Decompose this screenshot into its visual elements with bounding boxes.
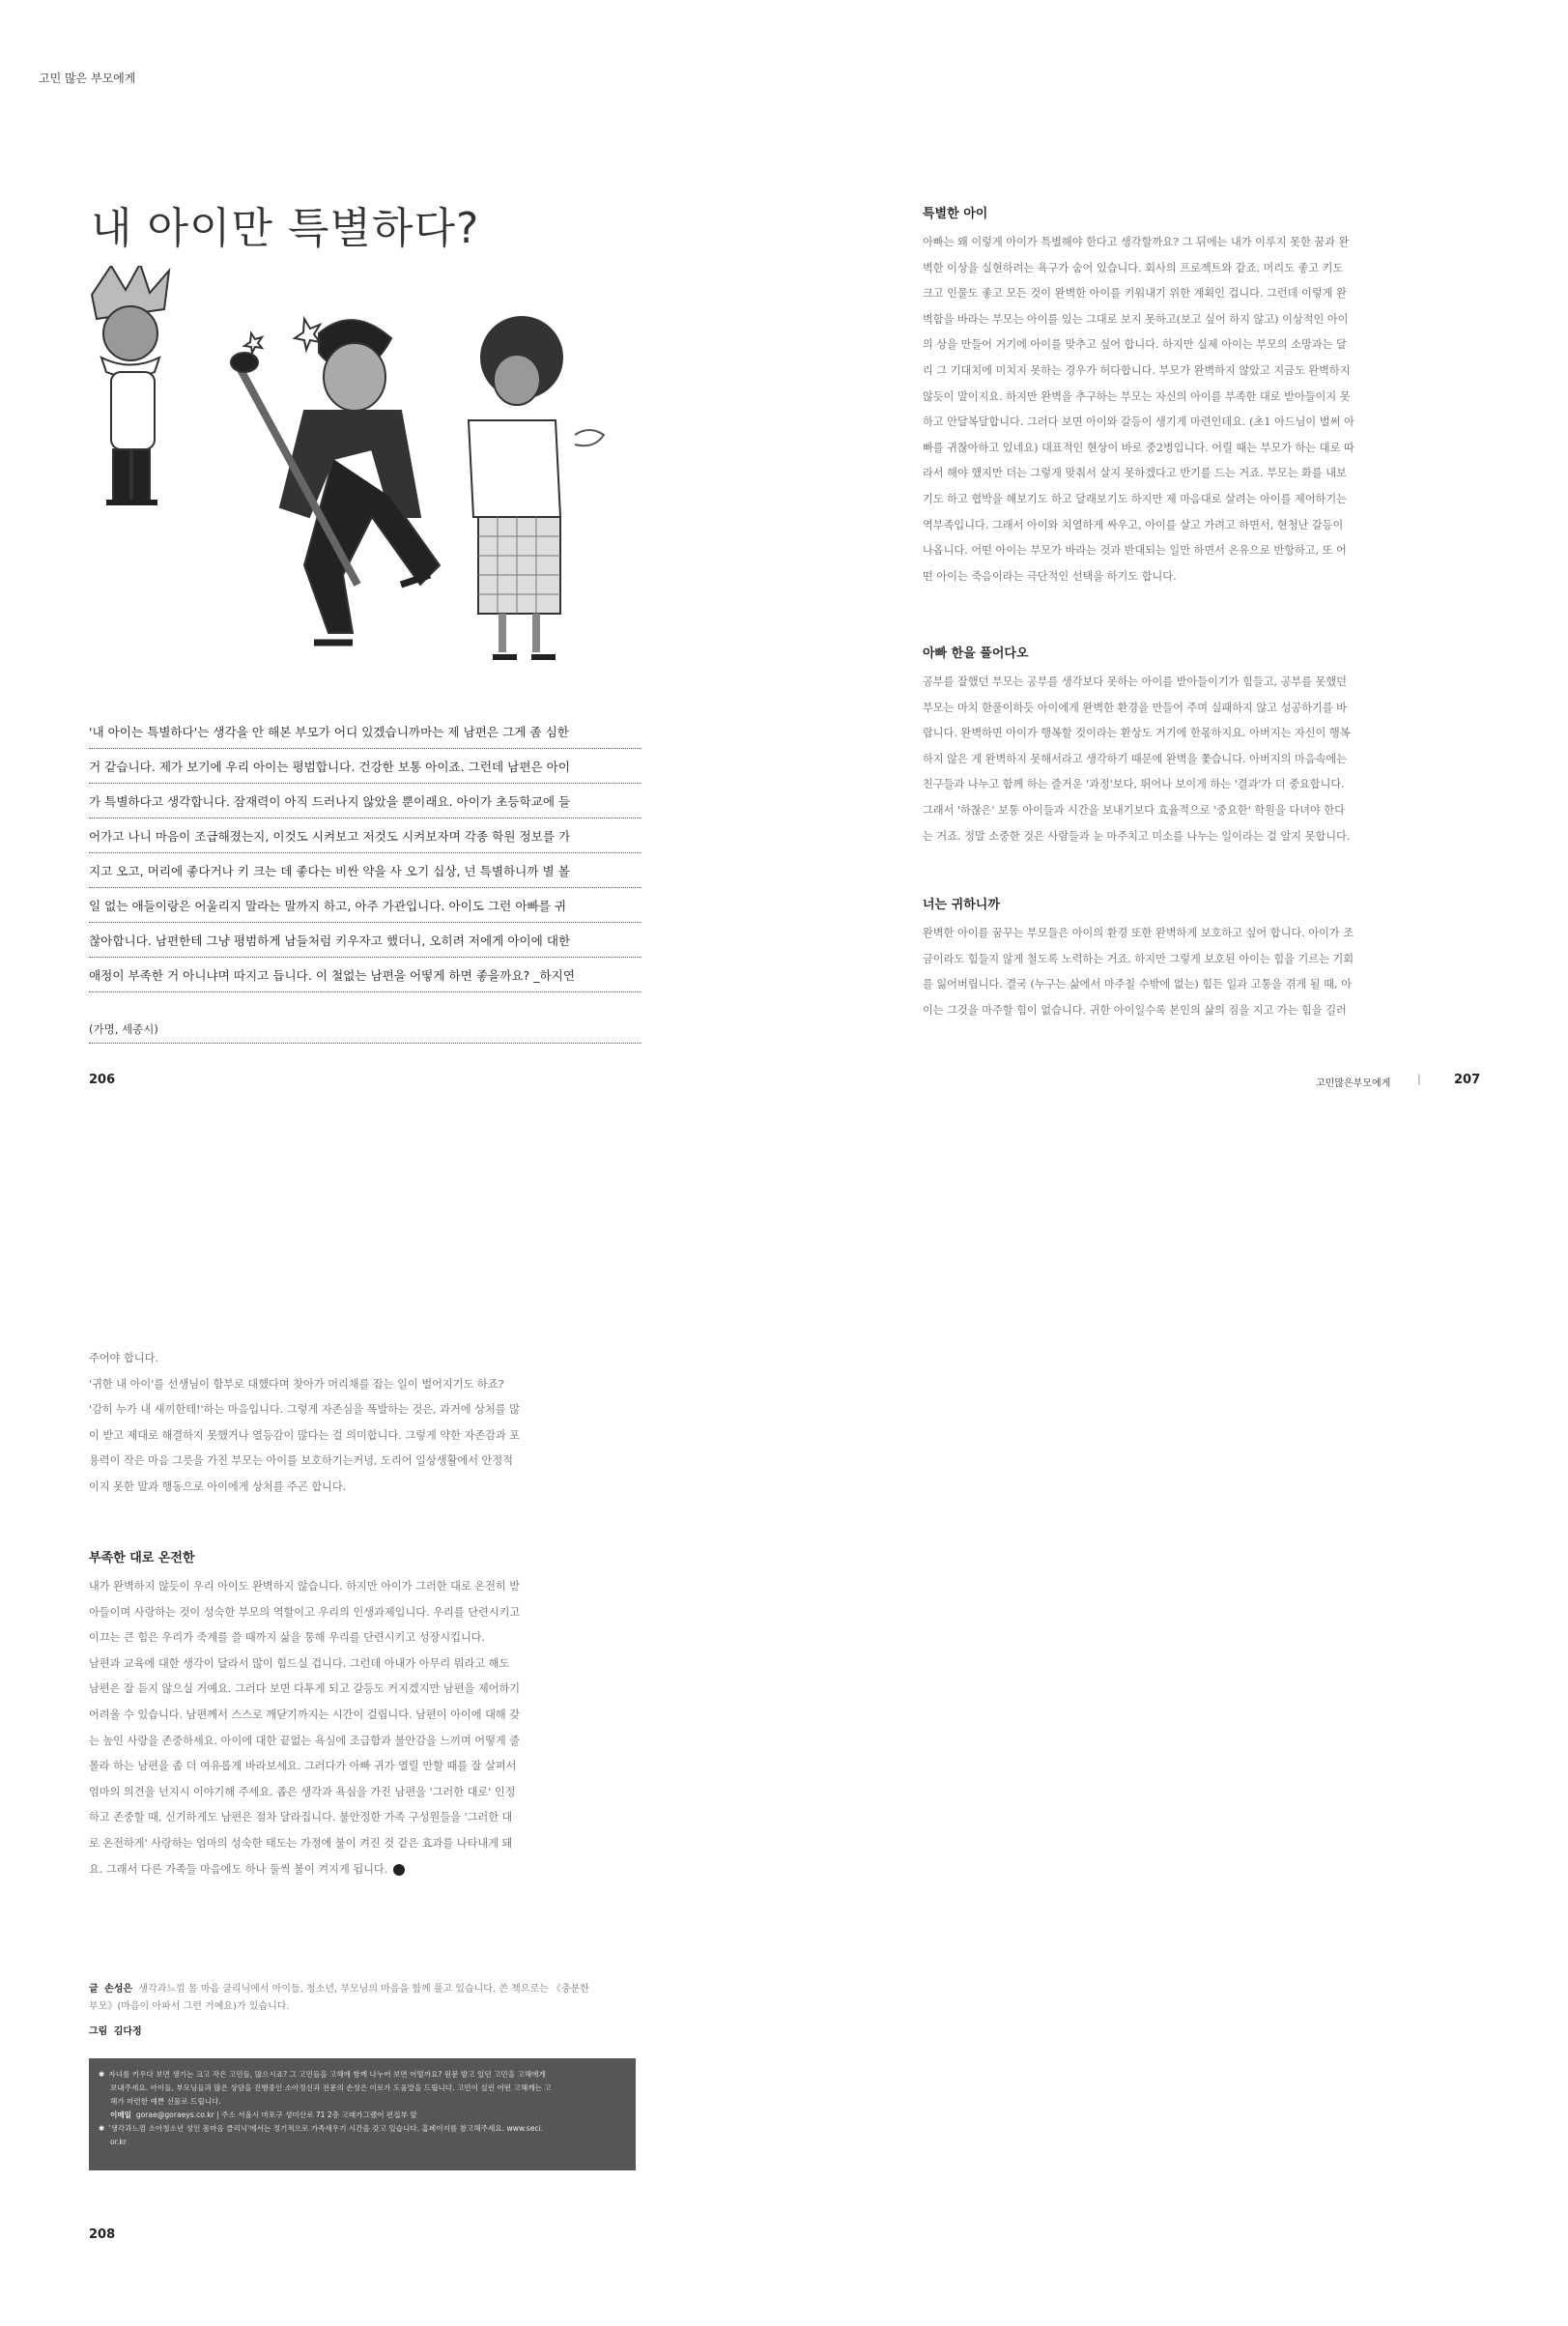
body-line-text: 요. 그래서 다른 가족들 마음에도 하나 둘씩 불이 켜지게 됩니다.	[89, 1862, 388, 1876]
letter-line: 찮아합니다. 남편한테 그냥 평범하게 남들처럼 키우자고 했더니, 오히려 저에게 아이에 대한	[89, 929, 641, 958]
body-line: 하고 안달복달합니다. 그러다 보면 아이와 갈등이 생기게 마련인데요. (초1 아드님이 벌써 아	[923, 416, 1354, 429]
running-head: 고민 많은 부모에게	[39, 72, 136, 85]
body-line: 내가 완벽하지 않듯이 우리 아이도 완벽하지 않습니다. 하지만 아이가 그러한 대로 온전히 받	[89, 1580, 521, 1593]
mother-figure	[469, 317, 604, 657]
email-address[interactable]: gorae@goraeys.co.kr	[135, 2111, 214, 2119]
section-heading: 특별한 아이	[923, 207, 988, 221]
father-figure	[231, 320, 440, 643]
section-special-child	[923, 203, 1478, 589]
body-line: 역부족입니다. 그래서 아이와 치열하게 싸우고, 아이를 살고 가려고 하면서, 현청난 갈등이	[923, 518, 1344, 531]
body-line: 이는 그것을 마주할 힘이 없습니다. 귀한 아이일수록 본인의 삶의 짐을 지고 가는 힘을 길러	[923, 1003, 1347, 1017]
body-line: 기도 하고 협박을 해보기도 하고 달래보기도 하지만 제 마음대로 살려는 아이를 제어하기는	[923, 492, 1347, 505]
body-line: 크고 인물도 좋고 모든 것이 완벽한 아이를 키워내기 위한 계획인 겁니다. 그런데 이렇게 완	[923, 287, 1347, 301]
email-label: 이메일	[110, 2111, 132, 2119]
body-line: 부모는 마치 한풀이하듯 아이에게 완벽한 환경을 만들어 주며 실패하지 않고 성공하기를 바	[923, 701, 1347, 714]
body-line: 이지 못한 말과 행동으로 아이에게 상처를 주곤 합니다.	[89, 1479, 347, 1493]
body-line: 벽한 이상을 실현하려는 욕구가 숨어 있습니다. 회사의 프로젝트와 같죠. 머리도 좋고 키도	[923, 261, 1344, 274]
body-line: 용력이 작은 마음 그릇을 가진 부모는 아이를 보호하기는커녕, 도리어 일상생활에서 안정적	[89, 1454, 513, 1468]
section-whole-as-is	[89, 1547, 644, 1882]
letter-line: 애정이 부족한 거 아니냐며 따지고 듭니다. 이 철없는 남편을 어떻게 하면 좋을까요? _하지연	[89, 963, 641, 992]
body-line: 그래서 '하찮은' 보통 아이들과 시간을 보내기보다 효율적으로 '중요한' 학원을 다녀야 한다	[923, 803, 1345, 817]
artist-label: 그림	[89, 2026, 108, 2037]
letter-line: 가 특별하다고 생각합니다. 잠재력이 아직 드러나지 않았을 뿐이래요. 아이가 초등학교에 들	[89, 790, 641, 818]
writer-name: 손성은	[104, 1984, 133, 1995]
info-line: 보내주세요. 아이들, 부모님들과 많은 상담을 진행중인 소아정신과 전문의 손성은 이로가 도움말을 드립니다. 고민이 실린 어떤 고해께는 고	[110, 2083, 552, 2092]
sparkle-icon	[244, 333, 262, 353]
page-number-208: 208	[89, 2227, 116, 2242]
body-line: 는 거죠. 정말 소중한 것은 사람들과 눈 마주치고 미소를 나누는 일이라는 걸 알지 못합니다.	[923, 829, 1351, 843]
body-line: '귀한 내 아이'를 선생님이 함부로 대했다며 찾아가 머리채를 잡는 일이 벌어지기도 하죠?	[89, 1377, 504, 1391]
artist-name: 김다정	[113, 2026, 142, 2037]
letter-line: 어가고 나니 마음이 조급해졌는지, 이것도 시켜보고 저것도 시켜보자며 각종 학원 정보를 가	[89, 824, 641, 853]
section-heading: 부족한 대로 온전한	[89, 1551, 195, 1565]
credits	[89, 1981, 644, 2041]
body-line: 벽함을 바라는 부모는 아이를 있는 그대로 보지 못하고(보고 싶어 하지 않고) 이상적인 아이	[923, 312, 1349, 326]
letter-line: 거 같습니다. 제가 보기에 우리 아이는 평범합니다. 건강한 보통 아이죠. 그런데 남편은 아이	[89, 755, 641, 784]
writer-credit	[89, 1981, 644, 1998]
body-line: 는 높인 사랑을 존중하세요. 아이에 대한 끝없는 욕심에 조급함과 불안감을 느끼며 어떻게 줄	[89, 1734, 521, 1747]
body-line: 금이라도 힘들지 않게 철도록 노력하는 거죠. 하지만 그렇게 보호된 아이는 힘을 기르는 기회	[923, 952, 1354, 965]
body-line: 이끄는 큰 힘은 우리가 죽계를 쓸 때까지 삶을 통해 우리를 단련시키고 성장시킵니다.	[89, 1631, 486, 1645]
writer-bio: 생각과느낌 몸 마음 클리닉에서 아이들, 청소년, 부모님의 마음을 함께 풀고 있습니다. 쓴 책으로는 《충분한	[138, 1984, 589, 1995]
body-line: 떤 아이는 죽음이라는 극단적인 선택을 하기도 합니다.	[923, 569, 1177, 583]
body-line: '감히 누가 내 새끼한테!'하는 마음입니다. 그렇게 자존심을 폭발하는 것은, 과거에 상처를 많	[89, 1403, 520, 1417]
page-number-207: 207	[1454, 1073, 1481, 1087]
address-text: | 주소 서울시 마포구 성미산로 71 2층 고래가그랬어 편집부 앞	[216, 2111, 417, 2119]
body-line: 하지 않은 게 완벽하지 못해서라고 생각하기 때문에 완벽을 쫓습니다. 아버지의 마음속에는	[923, 752, 1347, 765]
body-line: 남편은 잘 듣지 않으실 거예요. 그러다 보면 다투게 되고 갈등도 커지겠지만 남편을 제어하기	[89, 1682, 521, 1696]
section-heading: 아빠 한을 풀어다오	[923, 646, 1029, 661]
info-text: 자녀를 키우다 보면 생기는 크고 작은 고민들, 많으시죠? 그 고민들을 고해에 함께 나누어 보면 어떨까요? 원문 발고 있던 고민을 고해에게	[108, 2070, 546, 2079]
end-mark-icon	[393, 1864, 405, 1876]
info-box	[89, 2058, 636, 2170]
section-precious	[923, 894, 1478, 1023]
body-line: 아빠는 왜 이렇게 아이가 특별해야 한다고 생각할까요? 그 뒤에는 내가 이루지 못한 꿈과 완	[923, 236, 1350, 248]
body-line: 를 잃어버립니다. 결국 (누구는 삶에서 마주칠 수밖에 없는) 힘든 일과 고통을 겪게 될 때, 아	[923, 978, 1352, 991]
body-line: 리 그 기대치에 미치지 못하는 경우가 허다합니다. 부모가 완벽하지 않았고 지금도 완벽하지	[923, 363, 1351, 377]
star-icon: ✱	[99, 2070, 105, 2079]
body-line: 아들이며 사랑하는 것이 성숙한 부모의 역할이고 우리의 인생과제입니다. 우리를 단련시키고	[89, 1605, 521, 1619]
letter-signature: (가명, 세종시)	[89, 1021, 641, 1044]
page-number-206: 206	[89, 1073, 116, 1087]
reader-letter	[89, 720, 641, 998]
body-line: 주어야 합니다.	[89, 1352, 158, 1364]
running-foot-separator: |	[1417, 1073, 1421, 1085]
body-line: 랍니다. 완벽하면 아이가 행복할 것이라는 환상도 거기에 한몫하지요. 아버지는 자신이 행복	[923, 727, 1351, 740]
letter-line: '내 아이는 특별하다'는 생각을 안 해본 부모가 어디 있겠습니까마는 제 남편은 그게 좀 심한	[89, 720, 641, 749]
article-title: 내 아이만 특별하다?	[91, 204, 480, 253]
article-illustration	[72, 266, 662, 691]
section-fathers-wish	[923, 643, 1478, 849]
body-line: 하고 존중할 때, 신기하게도 남편은 점차 달라집니다. 불안정한 가족 구성원들을 '그러한 대	[89, 1811, 513, 1824]
info-line	[99, 2122, 626, 2136]
body-line: 완벽한 아이를 꿈꾸는 부모들은 아이의 환경 또한 완벽하게 보호하고 싶어 합니다. 아이가 조	[923, 927, 1354, 939]
crowned-child-figure	[92, 266, 169, 503]
page208-intro	[89, 1346, 644, 1501]
body-line: 않듯이 말이지요. 하지만 완벽을 추구하는 부모는 자신의 아이를 부족한 대로 받아들이지 못	[923, 389, 1351, 403]
body-line: 나옵니다. 어떤 아이는 부모가 바라는 것과 반대되는 일만 하면서 온유으로 반항하고, 또 어	[923, 544, 1347, 558]
section-heading: 너는 귀하니까	[923, 898, 1000, 912]
letter-line: 지고 오고, 머리에 좋다거나 키 크는 데 좋다는 비싼 약을 사 오기 십상, 넌 특별하니까 별 볼	[89, 859, 641, 888]
info-line	[99, 2068, 626, 2082]
sparkle-icon	[295, 319, 320, 350]
body-line: 이 받고 제대로 해결하지 못했거나 열등감이 많다는 걸 의미합니다. 그렇게 약한 자존감과 포	[89, 1428, 521, 1442]
star-icon: ✱	[99, 2124, 105, 2133]
body-line: 라서 해야 했지만 더는 그렇게 맞춰서 살지 못하겠다고 반기를 드는 거죠. 부모는 화를 내보	[923, 467, 1347, 480]
body-line: 남편과 교육에 대한 생각이 달라서 많이 힘드실 겁니다. 그런데 아내가 아무리 뭐라고 해도	[89, 1656, 510, 1670]
info-text: '생각과느낌 소아청소년 성인 몸마음 클리닉'에서는 정기적으로 가족세우기 시간을 갖고 있습니다. 홈페이지를 참고해주세요. www.seci.	[108, 2124, 544, 2133]
info-line: or.kr	[110, 2138, 128, 2146]
body-line: 공부를 잘했던 부모는 공부를 생각보다 못하는 아이를 받아들이기가 힘들고, 공부를 못했던	[923, 675, 1347, 688]
letter-line: 일 없는 애들이랑은 어울리지 말라는 말까지 하고, 아주 가관입니다. 아이도 그런 아빠를 귀	[89, 894, 641, 923]
body-line: 의 상을 만들어 거기에 아이를 맞추고 싶어 합니다. 하지만 실제 아이는 부모의 소망과는 달	[923, 338, 1347, 352]
body-line: 친구들과 나누고 함께 하는 즐거운 '과정'보다, 뛰어나 보이게 하는 '결과'가 더 중요합니다.	[923, 778, 1345, 791]
body-line: 로 온전하게' 사랑하는 엄마의 성숙한 태도는 가정에 불이 켜진 것 같은 효과를 나타내게 돼	[89, 1836, 513, 1850]
running-foot: 고민많은부모에게	[1316, 1078, 1391, 1089]
body-line	[89, 1857, 644, 1883]
info-contact	[99, 2109, 626, 2122]
body-line: 빠를 귀찮아하고 있네요) 대표적인 현상이 바로 중2병입니다. 어릴 때는 부모가 하는 대로 따	[923, 441, 1354, 454]
body-line: 엄마의 의견을 넌지시 이야기해 주세요. 좁은 생각과 욕심을 가진 남편을 '그러한 대로' 인정	[89, 1785, 516, 1798]
body-line: 몰라 하는 남편을 좀 더 여유롭게 바라보세요. 그러다가 아빠 귀가 열릴 만할 때를 잘 살펴서	[89, 1760, 517, 1773]
info-line: 해가 마련한 예쁜 선물로 드립니다.	[110, 2097, 221, 2106]
body-line: 어려울 수 있습니다. 남편께서 스스로 깨닫기까지는 시간이 걸립니다. 남편이 아이에 대해 갖	[89, 1708, 521, 1721]
writer-label: 글	[89, 1984, 99, 1995]
writer-bio-2: 부모》(마음이 아파서 그런 거예요)가 있습니다.	[89, 2001, 290, 2012]
artist-credit	[89, 2024, 644, 2041]
